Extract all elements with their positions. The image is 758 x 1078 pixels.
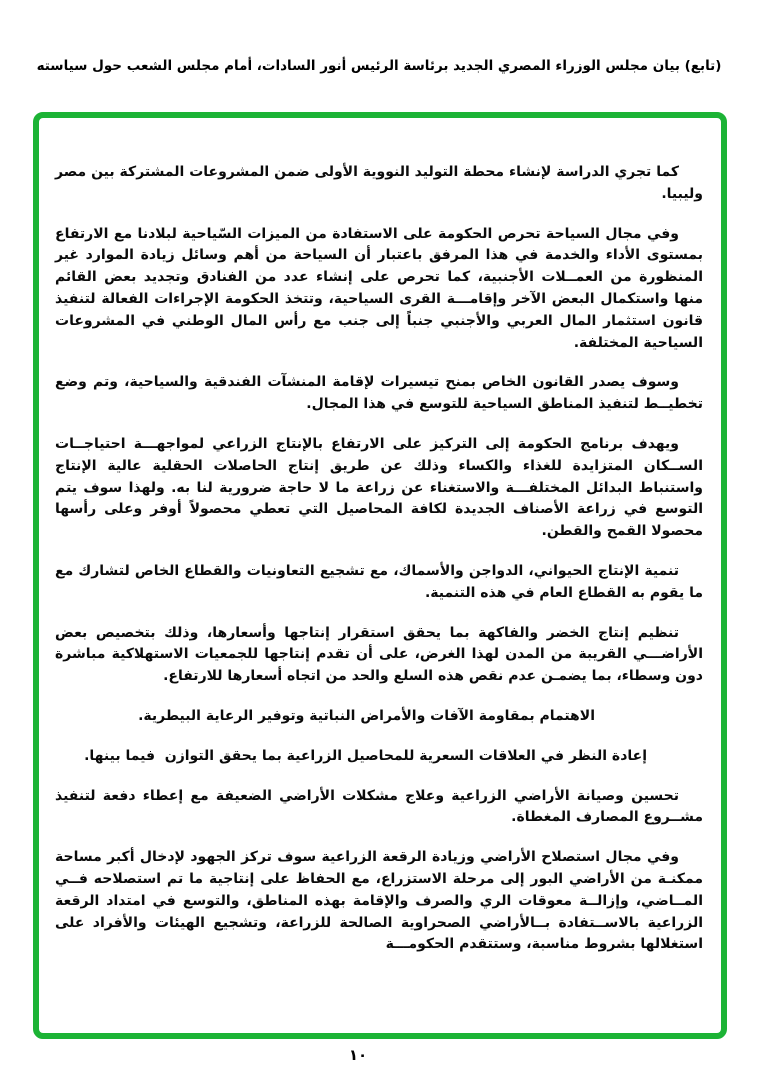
paragraph-land-maintenance: تحسين وصيانة الأراضي الزراعية وعلاج مشكلات الأراضي الضعيفة مع إعطاء دفعة لتنفيذ مشــروع المصارف المغطاة. (55, 787, 703, 826)
page-number: ١٠ (348, 1046, 368, 1064)
paragraph-tourism: وفي مجال السياحة تحرص الحكومة على الاستفادة من الميزات السّياحية لبلادنا مع الارتفاع بمستوى الأداء والخدمة في هذا المرفق باعتبار أن السياحة من أهم وسائل زيادة الموارد غير المنظورة من العمــلات الأجنبية، كما تحرص على إنشاء عدد من الفنادق وتجديد بعض القائم منها واستكمال البعض الآخر وإقامـــة القرى السياحية، وتتخذ الحكومة الإجراءات الفعالة لتنفيذ قانون استثمار المال العربي والأجنبي جنباً إلى جنب مع رأس المال الوطني في المشروعات السياحية المختلفة. (55, 225, 703, 351)
paragraph-agriculture-goals: ويهدف برنامج الحكومة إلى التركيز على الارتفاع بالإنتاج الزراعي لمواجهـــة احتياجــات الســكان المتزايدة للغذاء والكساء وذلك عن طريق إنتاج الحاصلات الحقلية عالية الإنتاج واستنباط البدائل المختلفـــة والاستغناء عن زراعة ما لا حاجة ضرورية لنا به. ولهذا سوف يتم التوسع في زراعة الأصناف الجديدة لكافة المحاصيل التي تعطي محصولاً أوفر وعلى رأسها محصولا القمح والقطن. (55, 435, 703, 540)
paragraph-vegetables-fruits: تنظيم إنتاج الخضر والفاكهة بما يحقق استقرار إنتاجها وأسعارها، وذلك بتخصيص بعض الأراضـــي القريبة من المدن لهذا الغرض، على أن تقدم إنتاجها للجمعيات الاستهلاكية مباشرة دون وسطاء، بما يضمـن عدم نقص هذه السلع والحد من اتجاه أسعارها للارتفاع. (55, 624, 703, 685)
paragraph-hotel-law: وسوف يصدر القانون الخاص بمنح تيسيرات لإقامة المنشآت الفندقية والسياحية، وتم وضع تخطيــط لتنفيذ المناطق السياحية للتوسع في هذا المجال. (55, 374, 703, 413)
paragraph-pest-control: الاهتمام بمقاومة الآفات والأمراض النباتية وتوفير الرعاية البيطرية. (138, 707, 595, 724)
paragraph-price-relations: إعادة النظر في العلاقات السعرية للمحاصيل الزراعية بما يحقق التوازن فيما بينها. (84, 747, 647, 764)
paragraph-land-reclamation: وفي مجال استصلاح الأراضي وزيادة الرقعة الزراعية سوف تركز الجهود لإدخال أكبر مساحة ممكنـة من الأراضي البور إلى مرحلة الاستزراع، مع الحفاظ على إنتاجية ما تم استصلاحه فــي المــاضي، وإزالــة معوقات الري والصرف والإقامة بهذه المناطق، والتوسع في امتداد الرقعة الزراعية بالاســتفادة بــالأراضي الصحراوية الصالحة للزراعة، وتشجيع الهيئات والأفراد على استغلالها بشروط مناسبة، وستتقدم الحكومـــة (55, 849, 703, 953)
paragraph-animal-production: تنمية الإنتاج الحيواني، الدواجن والأسماك، مع تشجيع التعاونيات والقطاع الخاص لتشارك مع ما يقوم به القطاع العام في هذه التنمية. (55, 562, 703, 601)
document-body (55, 162, 703, 974)
paragraph-nuclear-station: كما تجري الدراسة لإنشاء محطة التوليد النووية الأولى ضمن المشروعات المشتركة بين مصر وليبيا. (55, 164, 703, 202)
page-header: (تابع) بيان مجلس الوزراء المصري الجديد برئاسة الرئيس أنور السادات، أمام مجلس الشعب حول سياسته (36, 58, 722, 74)
